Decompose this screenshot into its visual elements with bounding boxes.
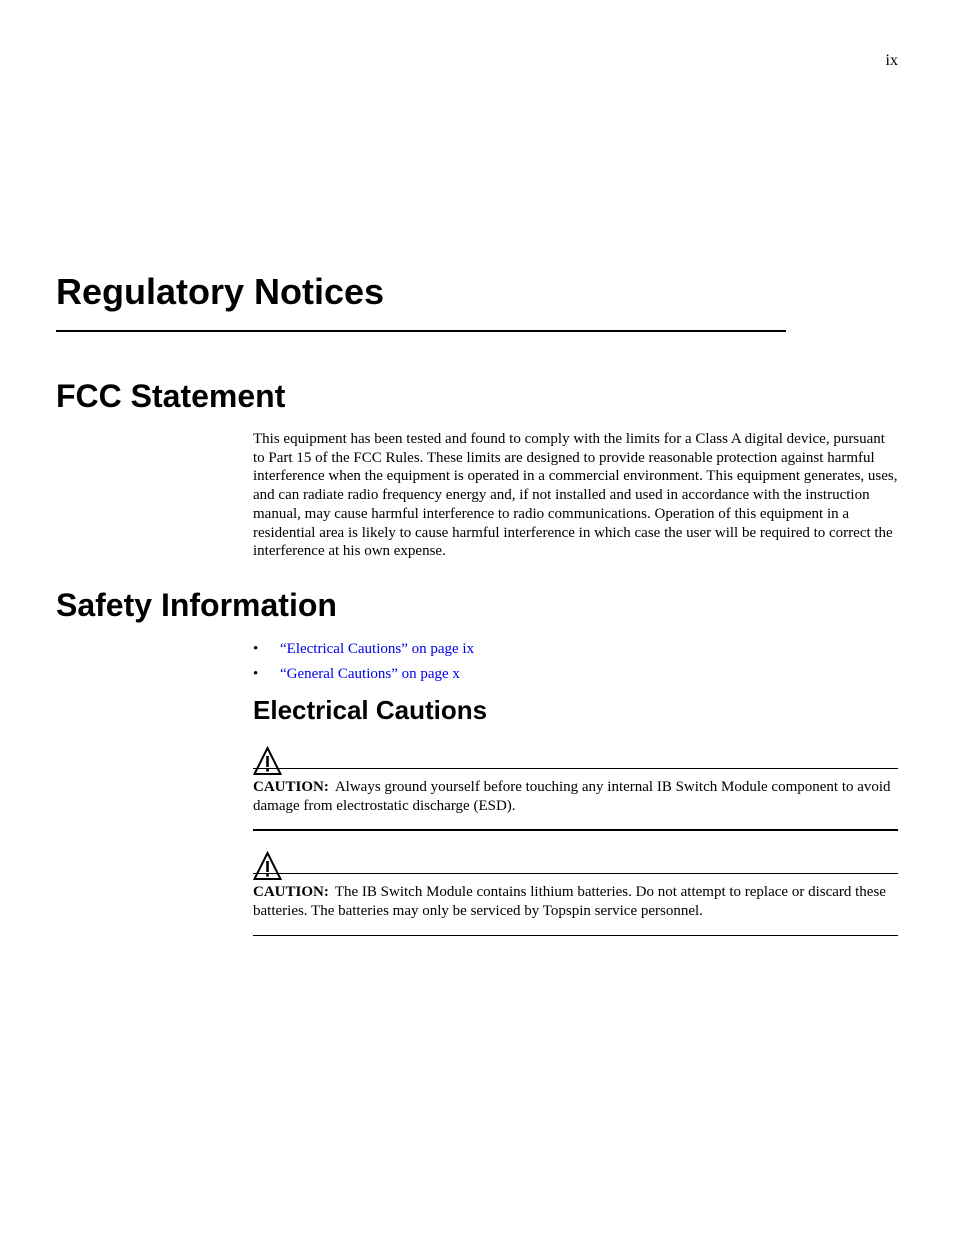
- caution-text: [253, 778, 898, 815]
- caution-text: [253, 883, 898, 920]
- page-number: ix: [885, 52, 898, 69]
- caution-label: CAUTION:: [253, 884, 329, 900]
- caution-bottom-rule: [253, 829, 898, 831]
- caution-message: The IB Switch Module contains lithium batteries. Do not attempt to replace or discard these batteries. The batteries may only be serviced by Topspin service personnel.: [253, 884, 886, 919]
- caution-box-lithium-batteries: [253, 851, 898, 936]
- caution-label: CAUTION:: [253, 779, 329, 795]
- bullet: •: [253, 641, 259, 657]
- electrical-cautions-heading: Electrical Cautions: [253, 695, 488, 725]
- warning-triangle-icon: [253, 746, 282, 776]
- fcc-statement-heading: FCC Statement: [56, 378, 286, 414]
- general-cautions-link[interactable]: “General Cautions” on page x: [280, 666, 460, 682]
- caution-message: Always ground yourself before touching any internal IB Switch Module component to avoid damage from electrostatic discharge (ESD).: [253, 779, 891, 814]
- electrical-cautions-link[interactable]: “Electrical Cautions” on page ix: [280, 641, 475, 657]
- caution-box-esd: [253, 746, 898, 831]
- caution-top-rule: [253, 768, 898, 769]
- safety-information-heading: Safety Information: [56, 587, 337, 623]
- chapter-title: Regulatory Notices: [56, 271, 385, 312]
- warning-triangle-icon: [253, 851, 282, 881]
- chapter-title-rule: [56, 330, 786, 332]
- fcc-statement-paragraph: This equipment has been tested and found to comply with the limits for a Class A digital device, pursuant to Part 15 of the FCC Rules. These limits are designed to provide reasonable protection against harmful interference when the equipment is operated in a commercial environment. This equipment generates, uses, and can radiate radio frequency energy and, if not installed and used in accordance with the instruction manual, may cause harmful interference to radio communications. Operation of this equipment in a residential area is likely to cause harmful interference in which case the user will be required to correct the interference at his own expense.: [253, 431, 898, 560]
- caution-top-rule: [253, 873, 898, 874]
- bullet: •: [253, 666, 259, 682]
- caution-bottom-rule: [253, 935, 898, 936]
